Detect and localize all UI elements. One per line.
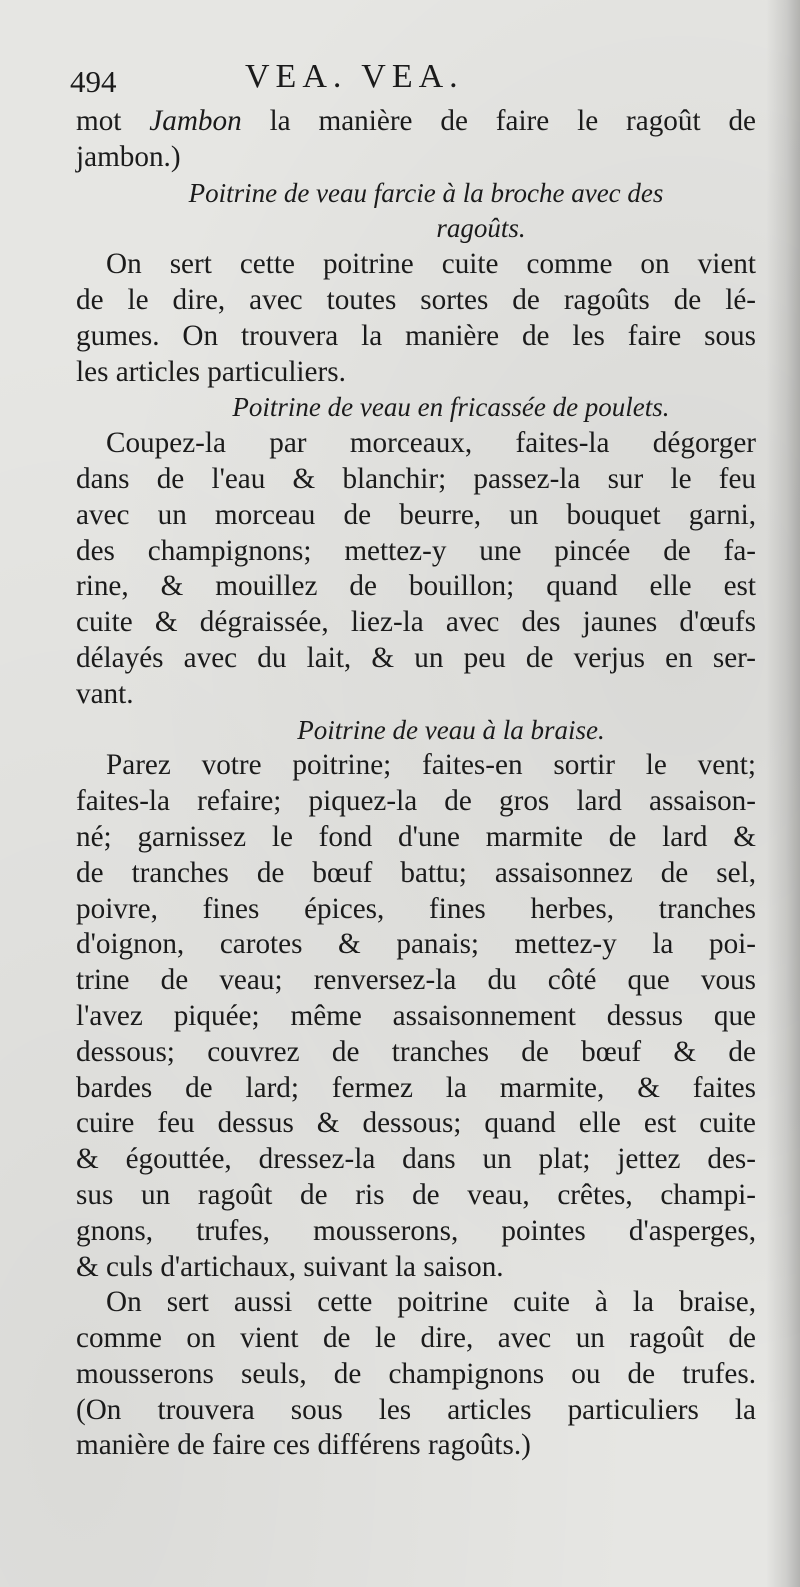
page-number: 494 [70, 64, 117, 99]
text-line: né; garnissez le fond d'une marmite de lard & [76, 820, 756, 853]
text-line: avec un morceau de beurre, un bouquet garni, [76, 498, 756, 531]
paragraph-fricassee [76, 426, 756, 712]
text-line: gnons, trufes, mousserons, pointes d'asperges, [76, 1214, 756, 1247]
text-line: mousserons seuls, de champignons ou de trufes. [76, 1357, 756, 1390]
text-line: rine, & mouillez de bouillon; quand elle est [76, 570, 756, 603]
running-title: VEA. VEA. [245, 58, 464, 95]
text-line: dessous; couvrez de tranches de bœuf & de [76, 1035, 756, 1068]
text-line: des champignons; mettez-y une pincée de fa- [76, 534, 756, 567]
text-line: de tranches de bœuf battu; assaisonnez de sel, [76, 856, 756, 889]
page-body [76, 104, 756, 1464]
paragraph-farcie [76, 247, 756, 390]
text-line: cuire feu dessus & dessous; quand elle est cuite [76, 1107, 756, 1140]
text-line: Parez votre poitrine; faites-en sortir le vent; [106, 749, 756, 782]
text-line: comme on vient de le dire, avec un ragoût de [76, 1322, 756, 1355]
text-line: vant. [76, 677, 134, 710]
text-line: les articles particuliers. [76, 355, 346, 388]
section-heading-farcie-cont: ragoûts. [436, 213, 526, 244]
paragraph-braise-variant [76, 1285, 756, 1464]
text-line: délayés avec du lait, & un peu de verjus en ser- [76, 641, 756, 674]
text-line: (On trouvera sous les articles particuliers la [76, 1393, 756, 1426]
page-header [70, 58, 770, 102]
text-line: bardes de lard; fermez la marmite, & faites [76, 1071, 756, 1104]
text-line: de le dire, avec toutes sortes de ragoûts de lé- [76, 283, 756, 316]
text-line: On sert aussi cette poitrine cuite à la braise, [106, 1286, 756, 1319]
page-gutter-shadow [766, 0, 800, 1587]
text-line: dans de l'eau & blanchir; passez-la sur le feu [76, 462, 756, 495]
text-line: gumes. On trouvera la manière de les faire sous [76, 319, 756, 352]
text-line: d'oignon, carotes & panais; mettez-y la poi- [76, 928, 756, 961]
text-line: l'avez piquée; même assaisonnement dessus que [76, 999, 756, 1032]
text-line: manière de faire ces différens ragoûts.) [76, 1429, 531, 1462]
text-line: faites-la refaire; piquez-la de gros lard assaison- [76, 785, 756, 818]
text-line: Coupez-la par morceaux, faites-la dégorger [106, 427, 756, 460]
paragraph-braise [76, 748, 756, 1285]
text-line: cuite & dégraissée, liez-la avec des jaunes d'œufs [76, 606, 756, 639]
text-line: sus un ragoût de ris de veau, crêtes, champi- [76, 1178, 756, 1211]
text-line: trine de veau; renversez-la du côté que vous [76, 964, 756, 997]
text-line: & culs d'artichaux, suivant la saison. [76, 1250, 504, 1283]
text-line: On sert cette poitrine cuite comme on vient [106, 248, 756, 281]
section-heading-fricassee: Poitrine de veau en fricassée de poulets. [232, 392, 670, 423]
text-line: mot Jambon la manière de faire le ragoût de [76, 105, 756, 137]
text-line: & égouttée, dressez-la dans un plat; jettez des- [76, 1143, 756, 1176]
section-heading-farcie: Poitrine de veau farcie à la broche avec des [188, 177, 664, 208]
text-line: poivre, fines épices, fines herbes, tranches [76, 892, 756, 925]
italic-word: Jambon [149, 105, 242, 137]
text-line: jambon.) [76, 140, 181, 173]
section-heading-braise: Poitrine de veau à la braise. [297, 714, 605, 745]
